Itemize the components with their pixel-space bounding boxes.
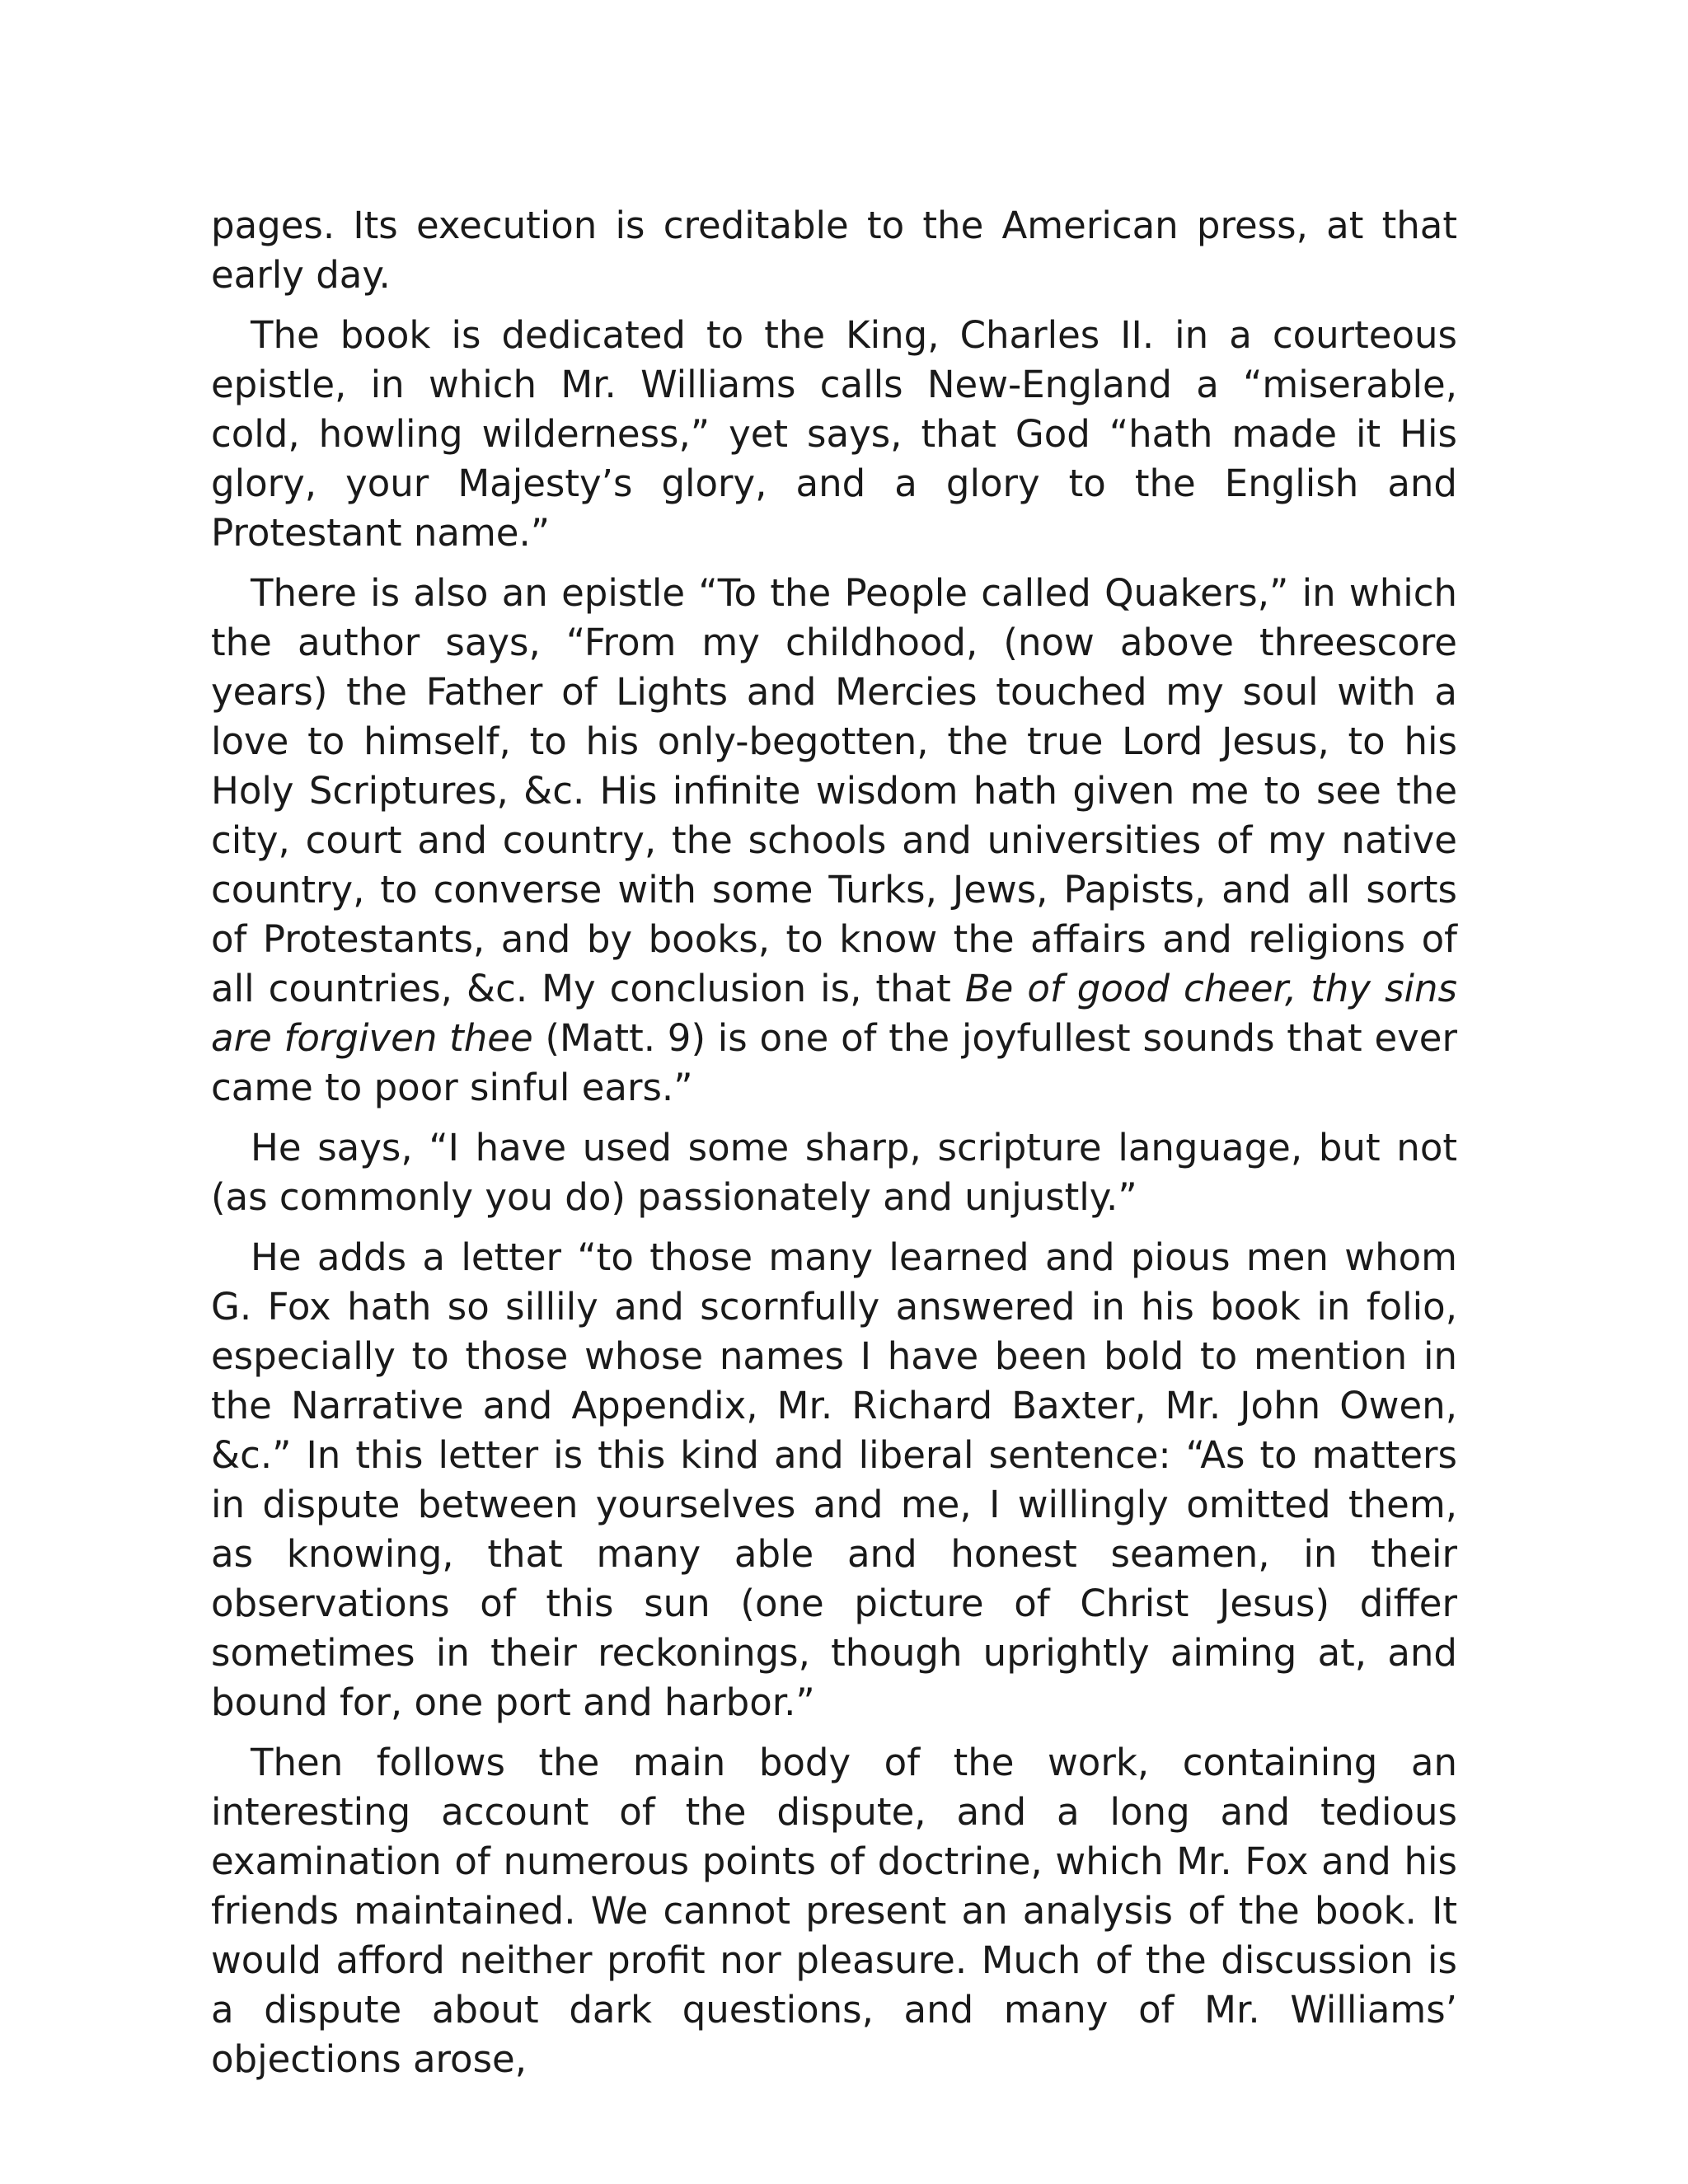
paragraph-text: The book is dedicated to the King, Charles II. in a courteous epistle, in which Mr. Williams calls New-England a “miserable, cold, howling wilderness,” yet says, that God “hath made it His glory, your Majesty’s glory, and a glory to the English and Protestant name.” [211,313,1457,555]
paragraph-text: pages. Its execution is creditable to the American press, at that early day. [211,204,1457,297]
page-body [211,201,1457,2095]
paragraph-text: He says, “I have used some sharp, scripture language, but not (as commonly you do) passionately and unjustly.” [211,1126,1457,1219]
paragraph-1 [211,201,1457,300]
scripture-quote-italic: Be of good cheer, thy sins are forgiven thee [211,967,1457,1060]
paragraph-2 [211,311,1457,558]
paragraph-text: There is also an epistle “To the People called Quakers,” in which the author says, “From my childhood, (now above threescore years) the Father of Lights and Mercies touched my soul with a love to himself, to his only-begotten, the true Lord Jesus, to his Holy Scriptures, &c. His infinite wisdom hath given me to see the city, court and country, the schools and universities of my native country, to converse with some Turks, Jews, Papists, and all sorts of Protestants, and by books, to know the affairs and religions of all countries, &c. My conclusion is, that [211,571,1457,1010]
paragraph-text: (Matt. 9) is one of the joyfullest sounds that ever came to poor sinful ears.” [211,1016,1457,1109]
paragraph-5 [211,1233,1457,1727]
paragraph-3 [211,569,1457,1113]
paragraph-text: He adds a letter “to those many learned and pious men whom G. Fox hath so sillily and scornfully answered in his book in folio, especially to those whose names I have been bold to mention in the Narrative and Appendix, Mr. Richard Baxter, Mr. John Owen, &c.” In this letter is this kind and liberal sentence: “As to matters in dispute between yourselves and me, I willingly omitted them, as knowing, that many able and honest seamen, in their observations of this sun (one picture of Christ Jesus) differ sometimes in their reckonings, though uprightly aiming at, and bound for, one port and harbor.” [211,1235,1457,1724]
paragraph-text: Then follows the main body of the work, containing an interesting account of the dispute, and a long and tedious examination of numerous points of doctrine, which Mr. Fox and his friends maintained. We cannot present an analysis of the book. It would afford neither profit nor pleasure. Much of the discussion is a dispute about dark questions, and many of Mr. Williams’ objections arose, [211,1741,1457,2081]
paragraph-4 [211,1123,1457,1222]
paragraph-6 [211,1738,1457,2084]
